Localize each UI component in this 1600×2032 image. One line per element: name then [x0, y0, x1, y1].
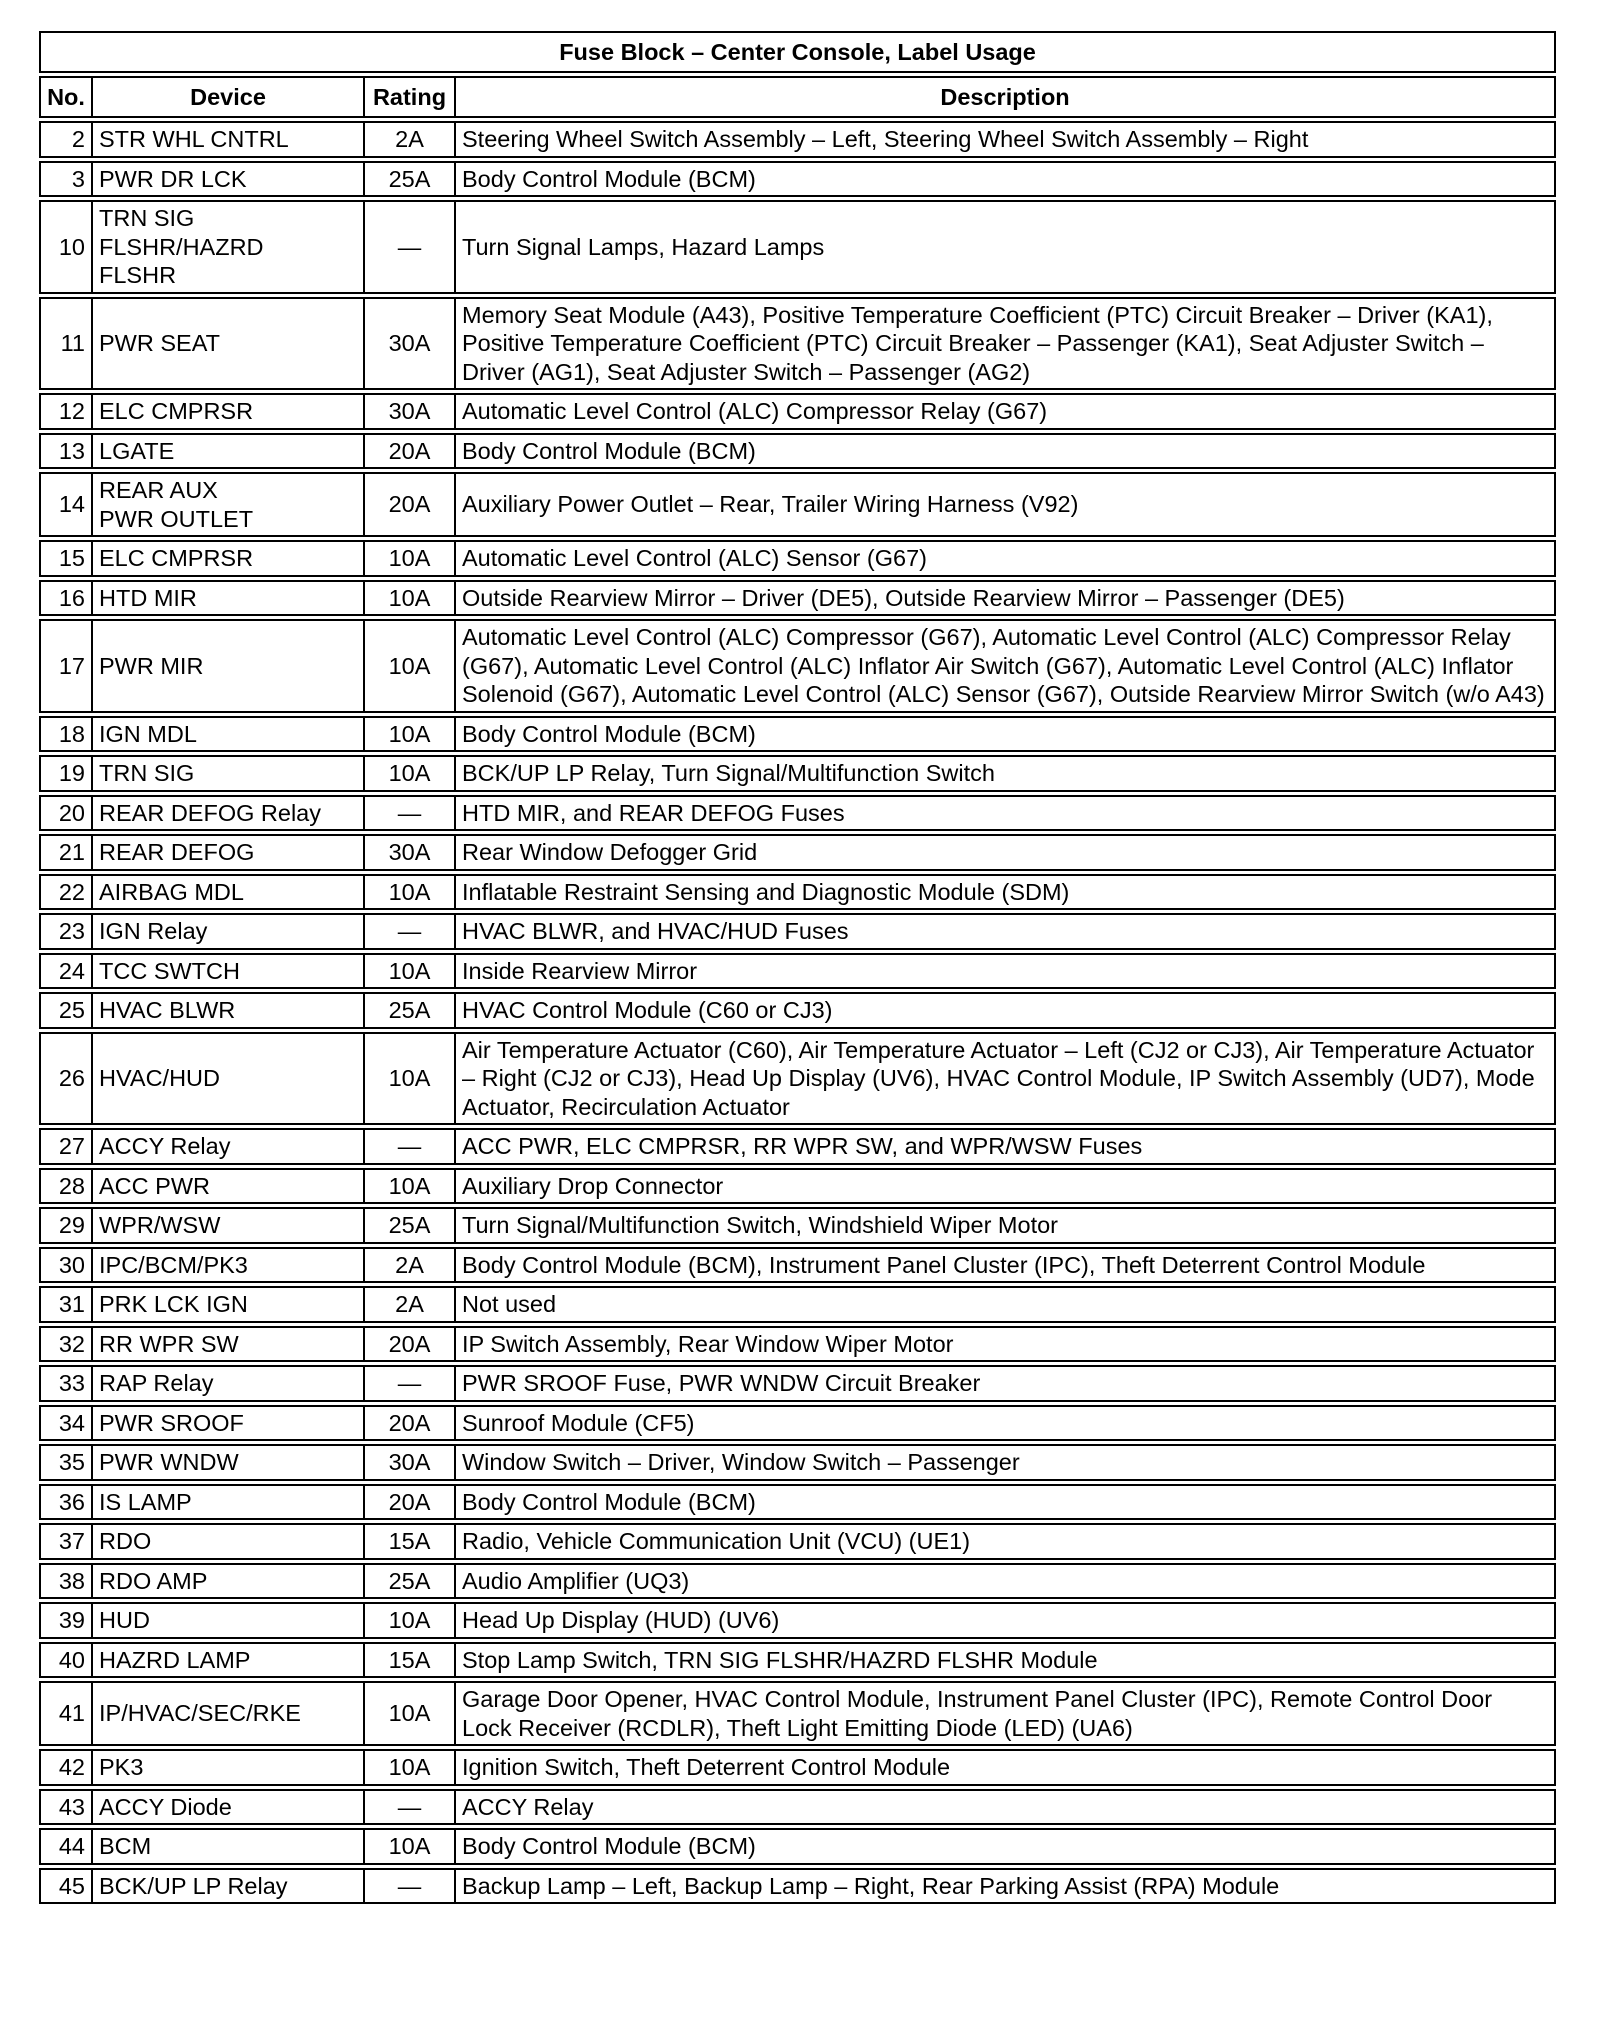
fuse-number: 15 [39, 540, 91, 577]
table-row [39, 297, 1556, 391]
fuse-device: HAZRD LAMP [91, 1642, 363, 1679]
fuse-description: Not used [454, 1286, 1556, 1323]
fuse-number: 37 [39, 1523, 91, 1560]
fuse-rating: 2A [363, 121, 454, 158]
table-row [39, 874, 1556, 911]
fuse-number: 23 [39, 913, 91, 950]
table-row [39, 200, 1556, 294]
fuse-number: 13 [39, 433, 91, 470]
fuse-rating: 10A [363, 874, 454, 911]
fuse-description: Turn Signal Lamps, Hazard Lamps [454, 200, 1556, 294]
fuse-number: 29 [39, 1207, 91, 1244]
fuse-rating: 25A [363, 161, 454, 198]
fuse-rating: — [363, 795, 454, 832]
fuse-number: 33 [39, 1365, 91, 1402]
fuse-rating: 25A [363, 1207, 454, 1244]
fuse-device: PWR SROOF [91, 1405, 363, 1442]
fuse-rating: 30A [363, 393, 454, 430]
fuse-rating: 30A [363, 1444, 454, 1481]
table-row [39, 472, 1556, 537]
table-row [39, 161, 1556, 198]
fuse-description: BCK/UP LP Relay, Turn Signal/Multifunction Switch [454, 755, 1556, 792]
fuse-rating: — [363, 1868, 454, 1905]
fuse-rating: — [363, 1365, 454, 1402]
fuse-device: BCM [91, 1828, 363, 1865]
fuse-number: 18 [39, 716, 91, 753]
fuse-rating: 10A [363, 953, 454, 990]
fuse-description: Backup Lamp – Left, Backup Lamp – Right, Rear Parking Assist (RPA) Module [454, 1868, 1556, 1905]
fuse-description: Window Switch – Driver, Window Switch – Passenger [454, 1444, 1556, 1481]
fuse-device: STR WHL CNTRL [91, 121, 363, 158]
header-device: Device [91, 76, 363, 118]
fuse-rating: 20A [363, 433, 454, 470]
fuse-description: Automatic Level Control (ALC) Compressor (G67), Automatic Level Control (ALC) Compressor Relay (G67), Automatic Level Control (ALC) Inflator Air Switch (G67), Automatic Level Control (ALC) Inflator Solenoid (G67), Automatic Level Control (ALC) Sensor (G67), Outside Rearview Mirror Switch (w/o A43) [454, 619, 1556, 713]
fuse-rating: 15A [363, 1523, 454, 1560]
fuse-description: HVAC BLWR, and HVAC/HUD Fuses [454, 913, 1556, 950]
table-row [39, 1286, 1556, 1323]
fuse-device: LGATE [91, 433, 363, 470]
fuse-rating: 2A [363, 1286, 454, 1323]
table-row [39, 953, 1556, 990]
fuse-number: 16 [39, 580, 91, 617]
table-row [39, 1789, 1556, 1826]
fuse-number: 45 [39, 1868, 91, 1905]
fuse-number: 17 [39, 619, 91, 713]
table-row [39, 1602, 1556, 1639]
fuse-number: 43 [39, 1789, 91, 1826]
fuse-device-text: REAR AUX PWR OUTLET [99, 477, 254, 532]
fuse-description: Auxiliary Drop Connector [454, 1168, 1556, 1205]
fuse-table [39, 28, 1556, 1907]
table-row [39, 1828, 1556, 1865]
fuse-rating: 10A [363, 1681, 454, 1746]
fuse-description: ACCY Relay [454, 1789, 1556, 1826]
table-row [39, 1563, 1556, 1600]
fuse-rating: 10A [363, 1828, 454, 1865]
table-row [39, 393, 1556, 430]
table-row [39, 121, 1556, 158]
fuse-rating: — [363, 913, 454, 950]
table-row [39, 433, 1556, 470]
table-title: Fuse Block – Center Console, Label Usage [39, 31, 1556, 73]
table-row [39, 1523, 1556, 1560]
fuse-device: RDO [91, 1523, 363, 1560]
fuse-description: Body Control Module (BCM) [454, 433, 1556, 470]
fuse-number: 24 [39, 953, 91, 990]
fuse-number: 40 [39, 1642, 91, 1679]
table-row [39, 1868, 1556, 1905]
fuse-number: 39 [39, 1602, 91, 1639]
fuse-device: HVAC/HUD [91, 1032, 363, 1126]
fuse-number: 32 [39, 1326, 91, 1363]
fuse-number: 22 [39, 874, 91, 911]
table-row [39, 992, 1556, 1029]
fuse-number: 19 [39, 755, 91, 792]
fuse-device: REAR DEFOG [91, 834, 363, 871]
fuse-number: 34 [39, 1405, 91, 1442]
table-row [39, 1207, 1556, 1244]
fuse-rating: 10A [363, 619, 454, 713]
fuse-device: REAR DEFOG Relay [91, 795, 363, 832]
fuse-rating: 10A [363, 1032, 454, 1126]
fuse-device: IP/HVAC/SEC/RKE [91, 1681, 363, 1746]
fuse-device: PWR WNDW [91, 1444, 363, 1481]
fuse-description: Body Control Module (BCM) [454, 1828, 1556, 1865]
table-row [39, 1444, 1556, 1481]
fuse-rating: 20A [363, 1405, 454, 1442]
fuse-description: Inflatable Restraint Sensing and Diagnostic Module (SDM) [454, 874, 1556, 911]
fuse-rating: 10A [363, 580, 454, 617]
fuse-description: Body Control Module (BCM) [454, 161, 1556, 198]
table-row [39, 834, 1556, 871]
fuse-rating: 10A [363, 755, 454, 792]
fuse-description: Memory Seat Module (A43), Positive Temperature Coefficient (PTC) Circuit Breaker – Driver (KA1), Positive Temperature Coefficient (PTC) Circuit Breaker – Passenger (KA1), Seat Adjuster Switch – Driver (AG1), Seat Adjuster Switch – Passenger (AG2) [454, 297, 1556, 391]
fuse-description: Radio, Vehicle Communication Unit (VCU) (UE1) [454, 1523, 1556, 1560]
fuse-number: 27 [39, 1128, 91, 1165]
fuse-device: IGN MDL [91, 716, 363, 753]
table-row [39, 913, 1556, 950]
table-row [39, 1484, 1556, 1521]
fuse-device: HVAC BLWR [91, 992, 363, 1029]
table-row [39, 716, 1556, 753]
fuse-number: 10 [39, 200, 91, 294]
fuse-description: Outside Rearview Mirror – Driver (DE5), Outside Rearview Mirror – Passenger (DE5) [454, 580, 1556, 617]
fuse-device [91, 472, 363, 537]
fuse-description: Steering Wheel Switch Assembly – Left, Steering Wheel Switch Assembly – Right [454, 121, 1556, 158]
fuse-rating: — [363, 200, 454, 294]
fuse-description: HVAC Control Module (C60 or CJ3) [454, 992, 1556, 1029]
header-description: Description [454, 76, 1556, 118]
table-row [39, 580, 1556, 617]
table-row [39, 540, 1556, 577]
fuse-number: 21 [39, 834, 91, 871]
table-row [39, 1326, 1556, 1363]
fuse-number: 20 [39, 795, 91, 832]
fuse-rating: 10A [363, 1602, 454, 1639]
fuse-number: 3 [39, 161, 91, 198]
table-row [39, 1032, 1556, 1126]
fuse-rating: 10A [363, 1749, 454, 1786]
fuse-device: PWR MIR [91, 619, 363, 713]
fuse-rating: 20A [363, 1326, 454, 1363]
fuse-device: HUD [91, 1602, 363, 1639]
fuse-description: Automatic Level Control (ALC) Compressor Relay (G67) [454, 393, 1556, 430]
fuse-description: ACC PWR, ELC CMPRSR, RR WPR SW, and WPR/WSW Fuses [454, 1128, 1556, 1165]
title-row [39, 31, 1556, 73]
fuse-number: 31 [39, 1286, 91, 1323]
fuse-description: Stop Lamp Switch, TRN SIG FLSHR/HAZRD FLSHR Module [454, 1642, 1556, 1679]
fuse-rating: 10A [363, 716, 454, 753]
fuse-device: ACCY Relay [91, 1128, 363, 1165]
fuse-rating: 20A [363, 472, 454, 537]
fuse-device: AIRBAG MDL [91, 874, 363, 911]
fuse-rating: 15A [363, 1642, 454, 1679]
fuse-rating: 30A [363, 834, 454, 871]
fuse-description: Sunroof Module (CF5) [454, 1405, 1556, 1442]
fuse-device: ELC CMPRSR [91, 540, 363, 577]
header-row [39, 76, 1556, 118]
fuse-device: IS LAMP [91, 1484, 363, 1521]
fuse-rating: — [363, 1128, 454, 1165]
fuse-description: Air Temperature Actuator (C60), Air Temperature Actuator – Left (CJ2 or CJ3), Air Temperature Actuator – Right (CJ2 or CJ3), Head Up Display (UV6), HVAC Control Module, IP Switch Assembly (UD7), Mode Actuator, Recirculation Actuator [454, 1032, 1556, 1126]
table-row [39, 1365, 1556, 1402]
fuse-rating: 25A [363, 992, 454, 1029]
fuse-rating: 20A [363, 1484, 454, 1521]
fuse-description: Rear Window Defogger Grid [454, 834, 1556, 871]
fuse-description: PWR SROOF Fuse, PWR WNDW Circuit Breaker [454, 1365, 1556, 1402]
fuse-description: Automatic Level Control (ALC) Sensor (G67) [454, 540, 1556, 577]
fuse-description: Inside Rearview Mirror [454, 953, 1556, 990]
fuse-device: IPC/BCM/PK3 [91, 1247, 363, 1284]
header-no: No. [39, 76, 91, 118]
fuse-number: 41 [39, 1681, 91, 1746]
fuse-description: Head Up Display (HUD) (UV6) [454, 1602, 1556, 1639]
fuse-description: Body Control Module (BCM) [454, 1484, 1556, 1521]
fuse-device: RR WPR SW [91, 1326, 363, 1363]
fuse-device: HTD MIR [91, 580, 363, 617]
fuse-device: RAP Relay [91, 1365, 363, 1402]
table-row [39, 1681, 1556, 1746]
table-row [39, 1749, 1556, 1786]
fuse-device [91, 200, 363, 294]
fuse-device: TCC SWTCH [91, 953, 363, 990]
fuse-number: 2 [39, 121, 91, 158]
fuse-device: TRN SIG [91, 755, 363, 792]
fuse-device: PK3 [91, 1749, 363, 1786]
fuse-device: ACCY Diode [91, 1789, 363, 1826]
fuse-number: 12 [39, 393, 91, 430]
fuse-rating: — [363, 1789, 454, 1826]
fuse-device: ACC PWR [91, 1168, 363, 1205]
fuse-number: 44 [39, 1828, 91, 1865]
fuse-number: 30 [39, 1247, 91, 1284]
fuse-number: 42 [39, 1749, 91, 1786]
fuse-rating: 2A [363, 1247, 454, 1284]
fuse-description: Body Control Module (BCM), Instrument Panel Cluster (IPC), Theft Deterrent Control Module [454, 1247, 1556, 1284]
table-row [39, 1247, 1556, 1284]
fuse-device: WPR/WSW [91, 1207, 363, 1244]
table-row [39, 1642, 1556, 1679]
table-row [39, 1405, 1556, 1442]
table-row [39, 1128, 1556, 1165]
fuse-description: Body Control Module (BCM) [454, 716, 1556, 753]
table-row [39, 755, 1556, 792]
fuse-description: Audio Amplifier (UQ3) [454, 1563, 1556, 1600]
fuse-number: 11 [39, 297, 91, 391]
table-row [39, 619, 1556, 713]
fuse-number: 25 [39, 992, 91, 1029]
fuse-device: IGN Relay [91, 913, 363, 950]
fuse-device-text: TRN SIG FLSHR/HAZRD FLSHR [99, 205, 264, 288]
fuse-number: 14 [39, 472, 91, 537]
fuse-device: RDO AMP [91, 1563, 363, 1600]
fuse-device: PRK LCK IGN [91, 1286, 363, 1323]
fuse-number: 38 [39, 1563, 91, 1600]
fuse-description: Turn Signal/Multifunction Switch, Windshield Wiper Motor [454, 1207, 1556, 1244]
table-row [39, 1168, 1556, 1205]
fuse-rating: 10A [363, 540, 454, 577]
fuse-device: PWR DR LCK [91, 161, 363, 198]
fuse-rating: 30A [363, 297, 454, 391]
fuse-number: 36 [39, 1484, 91, 1521]
table-row [39, 795, 1556, 832]
fuse-device: ELC CMPRSR [91, 393, 363, 430]
fuse-description: Ignition Switch, Theft Deterrent Control Module [454, 1749, 1556, 1786]
fuse-description: HTD MIR, and REAR DEFOG Fuses [454, 795, 1556, 832]
fuse-description: IP Switch Assembly, Rear Window Wiper Motor [454, 1326, 1556, 1363]
fuse-device: PWR SEAT [91, 297, 363, 391]
fuse-number: 35 [39, 1444, 91, 1481]
fuse-number: 28 [39, 1168, 91, 1205]
fuse-rating: 10A [363, 1168, 454, 1205]
fuse-description: Auxiliary Power Outlet – Rear, Trailer Wiring Harness (V92) [454, 472, 1556, 537]
fuse-rating: 25A [363, 1563, 454, 1600]
fuse-device: BCK/UP LP Relay [91, 1868, 363, 1905]
fuse-number: 26 [39, 1032, 91, 1126]
header-rating: Rating [363, 76, 454, 118]
fuse-description: Garage Door Opener, HVAC Control Module, Instrument Panel Cluster (IPC), Remote Control Door Lock Receiver (RCDLR), Theft Light Emitting Diode (LED) (UA6) [454, 1681, 1556, 1746]
